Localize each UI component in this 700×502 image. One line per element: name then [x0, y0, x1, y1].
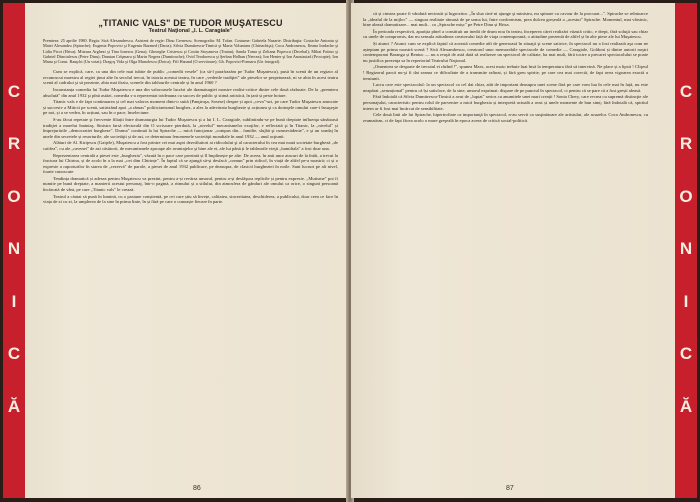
band-letter: R — [679, 134, 693, 153]
paragraph: Cele două linii ale lui Spirache, hipertrofiate ca importanţă în spectacol, n-au servit ca susţinătoare ale artistului, ale acuzelor. Coca Andronescu, cu reumatism, ci de fapt făcea acolo o mare greşeală în epoca aceea de critică social-politică. — [363, 112, 648, 123]
band-letter: C — [679, 344, 693, 363]
band-letter: C — [7, 82, 21, 101]
cronica-band-right — [675, 3, 697, 498]
paragraph: În perioada respectivă, apariția pînel a constituit un inedit de drum nou în teatru, începerea cărei realizări văzută critic, e drept, fără soluţii sau chiar cu unele de compromis, dar nu sensula atitudinea creatorului față de viaţa contemporană, o atitudine prezentă de altfel și în alte piese ale lui Muşatescu. — [363, 28, 648, 40]
article-title: „TITANIC VALS" DE TUDOR MUŞATESCU — [98, 18, 283, 28]
band-letter: R — [7, 134, 21, 153]
paragraph: Inconstanța comedia lui Tudor Muşatescu e una din valoroasele lucrări ale dramaturgiei noastre realist-critice dintre cele două războaie. De la „premiera absolută" din anul 1932 şi pînă astăzi, comedia s-a reprezentat totdeauna cu succes de public şi stimă artistică, în țară și peste hotare. — [43, 86, 338, 98]
paragraph: Reprezentarea centrală a piesei este „burghezia", văzută în o pace care prezintă și îl împlinește pe alte. De aceea, în anii unor atacuri de la întâi, a trecut la fractura lui Chirina, și de acolo în a la mai „cei dim Chirințe". În faptul că se ajungă să-și desfacă „comun" prin ridicol, în viață de altfel pe-a noastră; ci și o expresie a raporturilor în starea de „rezervă" de parole, a piesei de anul 1932 publicare, pe deasupra, de clasicii burgheziei în noile. Sunt lucruri pe alt nivel, foarte cunoscute. — [43, 152, 338, 175]
page-number: 87 — [506, 485, 514, 492]
band-letter: I — [11, 292, 17, 311]
paragraph: Și atunci ? Atunci cum se explică faptul că această comedie atît de generoasă în situaţii şi scene satirice, în spectacol nu a fost realizată aşa cum ne așteptam pe prima noastră scenă ? Sică Alexandrescu, creatorul unor memorabile spectacole de comedie — Caragiale, Goldoni și dintre autorii noştri contemporani Baranga și Beniuc — nu a reuşit de astă dată să realizeze un spectacol de calitate, ba mai mult, fără tocire a precarei spectacolului se poate nu justifica prezenţa sa în repertoriul Teatrului Naţional. — [363, 40, 648, 63]
paragraph: Cum se explică, care, ca una din cele mai iubite de public „comedii vesele" (ca să-l parafrazăm pe Tudor Muşatescu), pusă în scenă de un regizor al recunoscut maestru al regiei ţinut alte în secolul trecut, în istoria acestui teatru, în care „vederile tradiţiei" ale pieselor se perpetuează, ni se abia în acest teatru scenă al cadrului şi să prezinte, abia mai tîrziu, scenele din tablourile centrale și în anul 1960 ? — [43, 69, 338, 86]
paragraph: S-au făcut repetate şi frecvente filiații între dramaturgia lui Tudor Muşatescu şi a lui I. L. Caragiale, subliniindu-se pe bună dreptate influenţa sănătoasă tradiţiei a marelui înaintaş. Sinistra farsă electorală din O scrisoare pierdută, la „nivelul" mecanismelor exoţilor, e reflectată şi în Titanic, la „nivelul" și împrejurările „democratiei burgheze". Drama" continuă la lui Spirache — mică funcţionar „compus din... familie, slujbă şi cumsecădenie", e şi un sondaj în unele din secretele și resorturile, ale societăţii și de azi, ce determinau fenomenele societăţii mondiale în anul 1932 — anul acţiunii. — [43, 116, 338, 139]
production-credits: Premiera: 25 aprilie 1980. Regia: Sică Alexandrescu. Asistent de regie: Dinu Cernescu. Scenografia: M. Tofan. Costume: Gabriela Nazarie. Distribuţia: Costache Antoniu şi Matei Alexandru (Spirache); Eugenia Popovici şi Eugenia Bazmed (Dacia); Silvia Dumitrescu-Timică şi Maria Voluntaru (Chiriachiţa); Coca Andronescu, Ileana Iordache şi Lidia Picot (Hrisa); Mitzura Arghezi şi Tina Ionescu (Gena); Gheorghe Cristescu şi Costin Stoyanova (Traian); Sanda Toma şi Zoltana Popescu (Decebal); Mihai Fotino şi Gabriel Dănciulescu (Petre Dinu); Damian Crîşmaru şi Marin Negrea (Dumitrache); Ovid Teodorescu şi Şerban Holban (Nercea); Ion Henter şi Ion Anastasiad (Procopie); Ion Manu şi Const. Rauţchi (Un votat); Dragoş Vida şi Olga Manolescu (Doica); Fifi Harand (O servitoare); Gh. Popovici-Poenaru (Un fotograf). — [43, 38, 338, 64]
paragraph: că și cinstea poate fi vândută necinstit și îngrozitor. „În slua ciné ni ajunge şi ministru, nu spinare cu cavour de la procurat...". Spirache se reîntoarce la „idealul de la mijloc" — singura realitate rămasă de pe urma lui, între conformism, prea dulcea greșeală a „acestui" Spirache. Momentul, mai vârstnic, bine aleasă dramatizare... mai mult... ca „Spirache mișc" pe Petre Dinu și Hrisa. — [363, 11, 648, 28]
band-letter: Ă — [7, 397, 21, 416]
theatre-name: Teatrul Naţional „I. L. Caragiale" — [148, 27, 233, 34]
paragraph: Fără îndoială că Silvia Dumitrescu-Timică a avut de „luptat" serios cu anumitele unei mari creații ! Sonia Chery, care recrea cu supremă distincţie ale personajului, caracteristic pentru rolul de parvenire a mică burghezia și interpretă actuală a avut și unele momente de bun simț; fără îndoială că, spiritul intern ar fi fost mai încărcat de sensibilitate. — [363, 94, 648, 111]
left-text-column — [43, 15, 338, 206]
left-page — [3, 3, 349, 498]
right-text-column — [363, 11, 648, 124]
band-letter: O — [679, 187, 693, 206]
cronica-band-left — [3, 3, 25, 498]
band-letter: I — [683, 292, 689, 311]
paragraph: „Omenirea se desparte de trecutul ei râzînd !", spunea Marx, acest moto trebuie luat însă la temperatura fără să intervină. Ne place și a lipsit ! Clişeul ! Regizorul parcă nu-şi fi dat seama ce dificultate de a transmite rafinat, și fără greu spirite, pe care cea mai corectă, de fapt avea vigoarea exactă a tensiunii. — [363, 64, 648, 81]
paragraph: Lucru care este spectacolul: la un spectacol ca cel dat chiar, atât de important deasupra unei scene fără pe care vom lua în cele mai în față, nu este neapărat „senzațional" pentru că își satisface, de la sine, umorul exprimat: dispare de pe punctul în spectacol, ci pentru că se pare că a fost greșit aleasă. — [363, 82, 648, 93]
paragraph: Teatrul a căutat să pună în lumină, cu o pasiune conștientă, pe cei care știu să învețe, calitatea, sinceritatea, deschiderea, a publicului, doar ceea ce face în viața de zi cu zi, la umplerea de la sine în prima linie, în și fără pe care o cunoaște fiecare în parte. — [43, 193, 338, 205]
band-letter: Ă — [679, 397, 693, 416]
paragraph: Alături de Al. Kiriţescu (Gaiţele), Muşatescu a fost printre cei mai aspri dezvăluitori ai ridicolului şi al caracterului în cea mai nouă societate burgheză „de catifea", cu ale „ravenei" de azi căsătorii, de mecanismele aproape ale avantajelor şi bine ale ei, ale lui până ți le tablourile vieţii „hamiliala" a fost doar una. — [43, 140, 338, 151]
paragraph: Titanic vals e de fapt continuarea și cel mai valoros moment dintr-o suită (Panţiruşa, Sosese) despre și apoi „ceva"-uri, pe care Tudor Muşatescu aruncate și succesiv a Miticii pe scenă, satirizând apoi „a rămas" politicianismul burghez, a ales la adevărata burghezie și acțiunea şi ca dorinţele omului care-i însuşeşte pe noi, și a se vedea, în acțiuni, sau în o pace, înseleciune. — [43, 99, 338, 116]
right-page — [351, 3, 697, 498]
band-letter: N — [679, 239, 693, 258]
band-letter: N — [7, 239, 21, 258]
band-letter: C — [679, 82, 693, 101]
page-number: 86 — [193, 485, 201, 492]
paragraph: Tendința dramatică și adesea pentru Muşatescu va prezint, pentru a-și revărsa umorul, pentru a-și desfăşura replicile și pentru expresie. „Mutisme" pot fi numite pe bună dreptate, a manierii acestui personaj, într-o pagină, a ritmului și a stilului, din atmosfera de gânduri ale omului ca orice, o singură persoană încărcată de vânt, pe care „Titanic vals" le crează. — [43, 175, 338, 193]
band-letter: O — [7, 187, 21, 206]
band-letter: C — [7, 344, 21, 363]
